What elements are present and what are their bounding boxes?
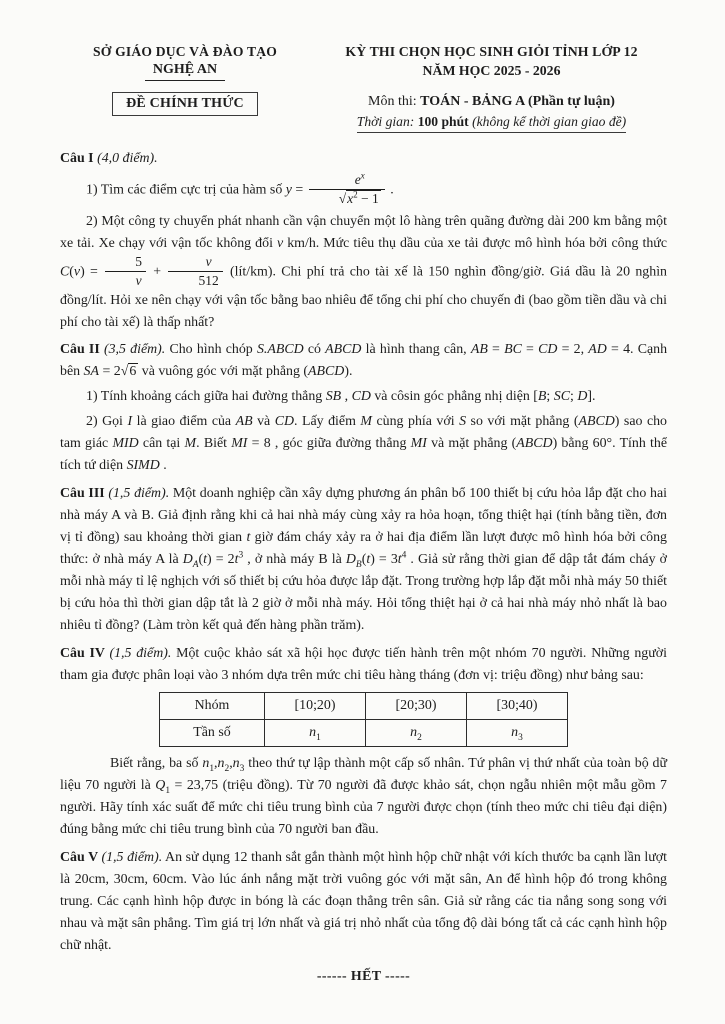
math-text: n bbox=[217, 756, 225, 771]
text-run: 512 bbox=[198, 272, 219, 288]
text-run: ( bbox=[361, 552, 367, 568]
text-run: 1) Tính khoảng cách giữa hai đường thẳng bbox=[86, 389, 326, 405]
text-run: + bbox=[147, 264, 167, 280]
text-run: , bbox=[214, 756, 218, 771]
text-run: và côsin góc phẳng nhị diện [ bbox=[370, 389, 538, 405]
text-run: = 2, bbox=[557, 342, 589, 358]
text-run: . Giả sử rằng thời gian để dập tắt đám cháy ở mỗi nhà máy tỉ lệ nghịch với số thiết bị cứu hỏa được lắp đặt. Trong trường hợp lắp đặt mỗi nhà máy 50 thiết bị cứu hỏa thì thời gian dập tắt là 2 giờ ở mỗi nhà máy. Hỏi tổng thiệt hại ở cả hai nhà máy nhỏ nhất là bao nhiêu tỉ đồng? (Làm tròn kết quả đến hàng phần trăm). bbox=[60, 552, 667, 634]
text-run: 3 bbox=[518, 732, 523, 743]
fraction-denominator bbox=[105, 272, 146, 289]
math-text: ABCD bbox=[578, 414, 615, 430]
subject-line bbox=[316, 94, 667, 110]
text-run: ) = 3 bbox=[370, 552, 398, 568]
math-text: (1,5 điểm). bbox=[101, 849, 163, 865]
text-run: . Lấy điểm bbox=[294, 414, 361, 430]
math-text: t bbox=[234, 552, 239, 568]
text-run: giờ đám cháy xảy ra ở hai địa điểm lần lượt được mô hình hóa bởi công thức: ở nhà máy A là bbox=[60, 530, 667, 568]
text-run: 5 bbox=[135, 253, 142, 269]
text-run: ( bbox=[198, 552, 204, 568]
table-cell bbox=[366, 693, 467, 720]
math-text: SC bbox=[553, 389, 570, 405]
question-I-item-2 bbox=[60, 211, 667, 334]
text-run: = bbox=[487, 342, 505, 358]
question-IV-heading bbox=[60, 643, 667, 687]
table-cell bbox=[467, 693, 568, 720]
text-run: ; bbox=[546, 389, 554, 405]
table-cell bbox=[366, 720, 467, 747]
math-text: D bbox=[182, 552, 193, 568]
math-text: v bbox=[205, 253, 212, 269]
header-left bbox=[60, 44, 310, 133]
math-text: t bbox=[397, 552, 402, 568]
table-row bbox=[160, 693, 568, 720]
math-text: x bbox=[360, 170, 365, 181]
table-row bbox=[160, 720, 568, 747]
text-run: − 1 bbox=[357, 190, 379, 206]
header-right bbox=[310, 44, 667, 133]
text-run: , bbox=[341, 389, 352, 405]
math-text: (1,5 điểm). bbox=[108, 486, 170, 502]
text-run: và mặt phẳng ( bbox=[426, 436, 517, 452]
fraction-numerator bbox=[168, 254, 222, 272]
math-text: e bbox=[354, 171, 361, 187]
duration-line bbox=[357, 114, 626, 133]
text-run: 4 bbox=[401, 550, 407, 561]
math-text: t bbox=[366, 552, 371, 568]
question-I-heading bbox=[60, 148, 667, 170]
math-text: SB bbox=[325, 389, 342, 405]
math-text: ABCD bbox=[325, 342, 362, 358]
math-text: n bbox=[511, 725, 519, 740]
question-II-heading bbox=[60, 339, 667, 383]
fraction bbox=[309, 172, 385, 207]
math-text: v bbox=[135, 272, 142, 288]
fraction bbox=[105, 254, 146, 289]
text-run: Cho hình chóp bbox=[165, 342, 257, 358]
math-text: SA bbox=[83, 364, 99, 380]
math-text: M bbox=[184, 436, 197, 452]
text-run: 2 bbox=[224, 763, 230, 774]
radical-sign: √ bbox=[120, 364, 129, 380]
text-run: 1) Tìm các điểm cực trị của hàm số bbox=[86, 182, 286, 198]
duration-note: (không kể thời gian giao đề) bbox=[472, 114, 627, 129]
fraction bbox=[168, 254, 222, 289]
radicand bbox=[128, 363, 138, 379]
math-text: (1,5 điểm). bbox=[109, 646, 172, 662]
text-run: là giao điểm của bbox=[132, 414, 236, 430]
text-run: Câu II bbox=[60, 342, 104, 358]
math-text: n bbox=[232, 756, 240, 771]
text-run: 6 bbox=[129, 364, 137, 380]
text-run: và bbox=[252, 414, 275, 430]
header bbox=[60, 44, 667, 133]
radical-sign: √ bbox=[338, 190, 347, 206]
math-text: AD bbox=[588, 342, 607, 358]
math-text: B bbox=[537, 389, 547, 405]
text-run: 2) Một công ty chuyển phát nhanh cần vận chuyển một lô hàng trên quãng đường dài 200 km bằng một xe tải. Xe chạy với vận tốc không đổi bbox=[60, 213, 667, 251]
fraction-numerator bbox=[309, 172, 385, 190]
text-run: và vuông góc với mặt phẳng ( bbox=[138, 364, 309, 380]
subject-value: TOÁN - BẢNG A (Phần tự luận) bbox=[420, 94, 615, 109]
math-text: (4,0 điểm). bbox=[97, 151, 158, 166]
text-run: = 23,75 (triệu đồng). Từ 70 người đã được khảo sát, chọn ngẫu nhiên một mẫu gồm 7 người. Hãy tính xác suất để mức chi tiêu trung bình của 7 người được chọn (tính theo mức chi tiêu đại diện) đúng bằng mức chi tiêu trung bình của 70 người ban đầu. bbox=[60, 777, 667, 837]
text-run: [10;20) bbox=[294, 698, 336, 713]
text-run: . bbox=[159, 458, 167, 474]
math-text: SIMD bbox=[126, 458, 160, 474]
math-text: Q bbox=[155, 777, 166, 793]
question-I-item-1 bbox=[60, 170, 667, 208]
text-run: là hình thang cân, bbox=[361, 342, 471, 358]
math-text: (3,5 điểm). bbox=[103, 342, 166, 358]
frequency-table bbox=[159, 692, 568, 747]
math-text: v bbox=[73, 264, 81, 280]
text-run: ). bbox=[344, 364, 353, 380]
sqrt-radical bbox=[339, 190, 381, 206]
radicand bbox=[346, 190, 381, 206]
text-run: , ở nhà máy B là bbox=[243, 552, 346, 568]
table-cell bbox=[265, 693, 366, 720]
math-text: I bbox=[127, 414, 133, 430]
text-run: Câu IV bbox=[60, 646, 110, 662]
text-run: 2) Gọi bbox=[86, 414, 128, 430]
table-cell bbox=[265, 720, 366, 747]
math-text: n bbox=[202, 756, 210, 771]
math-text: S bbox=[459, 414, 467, 430]
text-run: Nhóm bbox=[194, 698, 230, 713]
text-run: , bbox=[229, 756, 233, 771]
table-cell bbox=[160, 720, 265, 747]
text-run: so với mặt phẳng ( bbox=[466, 414, 579, 430]
question-III bbox=[60, 483, 667, 637]
text-run: ; bbox=[569, 389, 578, 405]
text-run: = 2 bbox=[98, 364, 121, 380]
question-II-item-2 bbox=[60, 411, 667, 477]
fraction-denominator bbox=[168, 272, 222, 289]
question-II-item-1 bbox=[60, 386, 667, 408]
math-text: BC bbox=[504, 342, 522, 358]
math-text: x bbox=[347, 190, 354, 206]
text-run: km/h. Mức tiêu thụ dầu của xe tải được mô hình hóa bởi công thức bbox=[283, 235, 668, 251]
text-run: theo thứ tự lập thành một cấp số nhân. Tứ phân vị thứ nhất của toàn bộ dữ liệu 70 người là bbox=[60, 756, 668, 793]
text-run: Câu III bbox=[60, 486, 109, 502]
duration-label: Thời gian: bbox=[356, 114, 418, 129]
math-text: v bbox=[276, 235, 284, 251]
duration-row bbox=[316, 110, 667, 133]
question-V bbox=[60, 847, 667, 957]
text-run: An sử dụng 12 thanh sắt gắn thành một hình hộp chữ nhật với kích thước ba cạnh lần lượt là 20cm, 30cm, 60cm. Vào lúc ánh nắng mặt trời vuông góc với mặt sân, An để hình hộp đó trong không trung. Các cạnh hình hộp được in bóng là các đoạn thẳng trên sân. Giả sử rằng các tia nắng song song với nhau và mặt sân phẳng. Tìm giá trị lớn nhất và giá trị nhỏ nhất của tổng độ dài bóng tất cả các cạnh hình hộp chữ nhật. bbox=[60, 849, 668, 953]
text-run: Câu V bbox=[60, 849, 102, 865]
math-text: MI bbox=[231, 436, 248, 452]
document-body bbox=[60, 148, 667, 988]
province-name-row bbox=[60, 60, 310, 81]
math-text: B bbox=[355, 559, 362, 570]
math-text: CD bbox=[351, 389, 371, 405]
official-exam-box: ĐỀ CHÍNH THỨC bbox=[112, 92, 258, 116]
math-text: AB bbox=[235, 414, 253, 430]
text-run: 2 bbox=[353, 189, 358, 200]
exam-code-row bbox=[60, 81, 310, 116]
text-run: ) = bbox=[80, 264, 104, 280]
text-run: = bbox=[521, 342, 539, 358]
text-run: [30;40) bbox=[496, 698, 538, 713]
math-text: D bbox=[345, 552, 356, 568]
text-run: cùng phía với bbox=[371, 414, 460, 430]
fraction-denominator bbox=[309, 190, 385, 207]
math-text: ABCD bbox=[308, 364, 345, 380]
math-text: n bbox=[410, 725, 418, 740]
math-text: ABCD bbox=[516, 436, 553, 452]
math-text: MI bbox=[410, 436, 427, 452]
province-name: NGHỆ AN bbox=[145, 62, 225, 81]
math-text: MID bbox=[112, 436, 139, 452]
text-run: Câu I bbox=[60, 151, 98, 166]
math-text: C bbox=[60, 264, 70, 280]
math-text: t bbox=[203, 552, 208, 568]
text-run: . Biết bbox=[196, 436, 232, 452]
math-text: t bbox=[246, 530, 251, 546]
sqrt-radical bbox=[121, 363, 139, 379]
math-text: AB bbox=[470, 342, 488, 358]
duration-value: 100 phút bbox=[417, 114, 473, 129]
text-run: (lít/km). Chi phí trả cho tài xế là 150 nghìn đồng/giờ. Giá dầu là 20 nghìn đồng/lít. Hỏi xe nên chạy với vận tốc bằng bao nhiêu để tổng chi phí cho chuyến đi (bao gồm tiền dầu và chi phí cho tài xế) là thấp nhất? bbox=[60, 264, 668, 330]
math-text: CD bbox=[274, 414, 295, 430]
math-text: S.ABCD bbox=[256, 342, 304, 358]
text-run: ]. bbox=[587, 389, 596, 405]
department-name: SỞ GIÁO DỤC VÀ ĐÀO TẠO bbox=[92, 44, 278, 59]
text-run: = 8 , góc giữa đường thẳng bbox=[247, 436, 411, 452]
text-run: cân tại bbox=[138, 436, 185, 452]
text-run: 1 bbox=[209, 763, 215, 774]
text-run: ) sao cho tam giác bbox=[60, 414, 667, 452]
text-run: ( bbox=[69, 264, 74, 280]
text-run: 3 bbox=[239, 763, 245, 774]
text-run: Biết rằng, ba số bbox=[110, 756, 203, 771]
text-run: ) = 2 bbox=[207, 552, 235, 568]
text-run: Tần số bbox=[193, 725, 231, 740]
text-run: ) bằng 60°. Tính thể tích tứ diện bbox=[60, 436, 668, 474]
end-marker bbox=[60, 966, 667, 988]
text-run: 2 bbox=[417, 732, 422, 743]
text-run: 3 bbox=[238, 550, 244, 561]
math-text: A bbox=[192, 559, 199, 570]
subject-label: Môn thi: bbox=[368, 94, 421, 109]
table-cell bbox=[467, 720, 568, 747]
school-year: NĂM HỌC 2025 - 2026 bbox=[422, 63, 561, 78]
math-text: CD bbox=[538, 342, 558, 358]
question-IV-continued bbox=[60, 753, 667, 841]
math-text: n bbox=[309, 725, 317, 740]
math-text: M bbox=[360, 414, 372, 430]
math-text: D bbox=[577, 389, 588, 405]
math-text: y bbox=[285, 182, 292, 198]
text-run: . bbox=[386, 182, 394, 198]
fraction-numerator bbox=[105, 254, 146, 272]
text-run: 1 bbox=[316, 732, 321, 743]
text-run: [20;30) bbox=[395, 698, 437, 713]
text-run: có bbox=[303, 342, 326, 358]
text-run: = bbox=[291, 182, 307, 198]
text-run: 1 bbox=[165, 785, 171, 796]
text-run: = 4. Cạnh bên bbox=[60, 342, 668, 380]
text-run: ------ HẾT ----- bbox=[316, 968, 411, 984]
text-run: Một cuộc khảo sát xã hội học được tiến hành trên một nhóm 70 người. Những người tham gia được phân loại vào 3 nhóm dựa trên mức chi tiêu hàng tháng (đơn vị: triệu đồng) như bảng sau: bbox=[60, 646, 667, 684]
table-cell bbox=[160, 693, 265, 720]
exam-title: KỲ THI CHỌN HỌC SINH GIỎI TỈNH LỚP 12 bbox=[345, 44, 638, 59]
text-run: Một doanh nghiệp cần xây dựng phương án phân bổ 100 thiết bị cứu hỏa lắp đặt cho hai nhà máy A và B. Giả định rằng khi cả hai nhà máy cùng xảy ra hỏa hoạn, tổng thiệt hại (tính bằng tiền, đơn vị tỉ đồng) sau khoảng thời gian bbox=[60, 486, 668, 546]
